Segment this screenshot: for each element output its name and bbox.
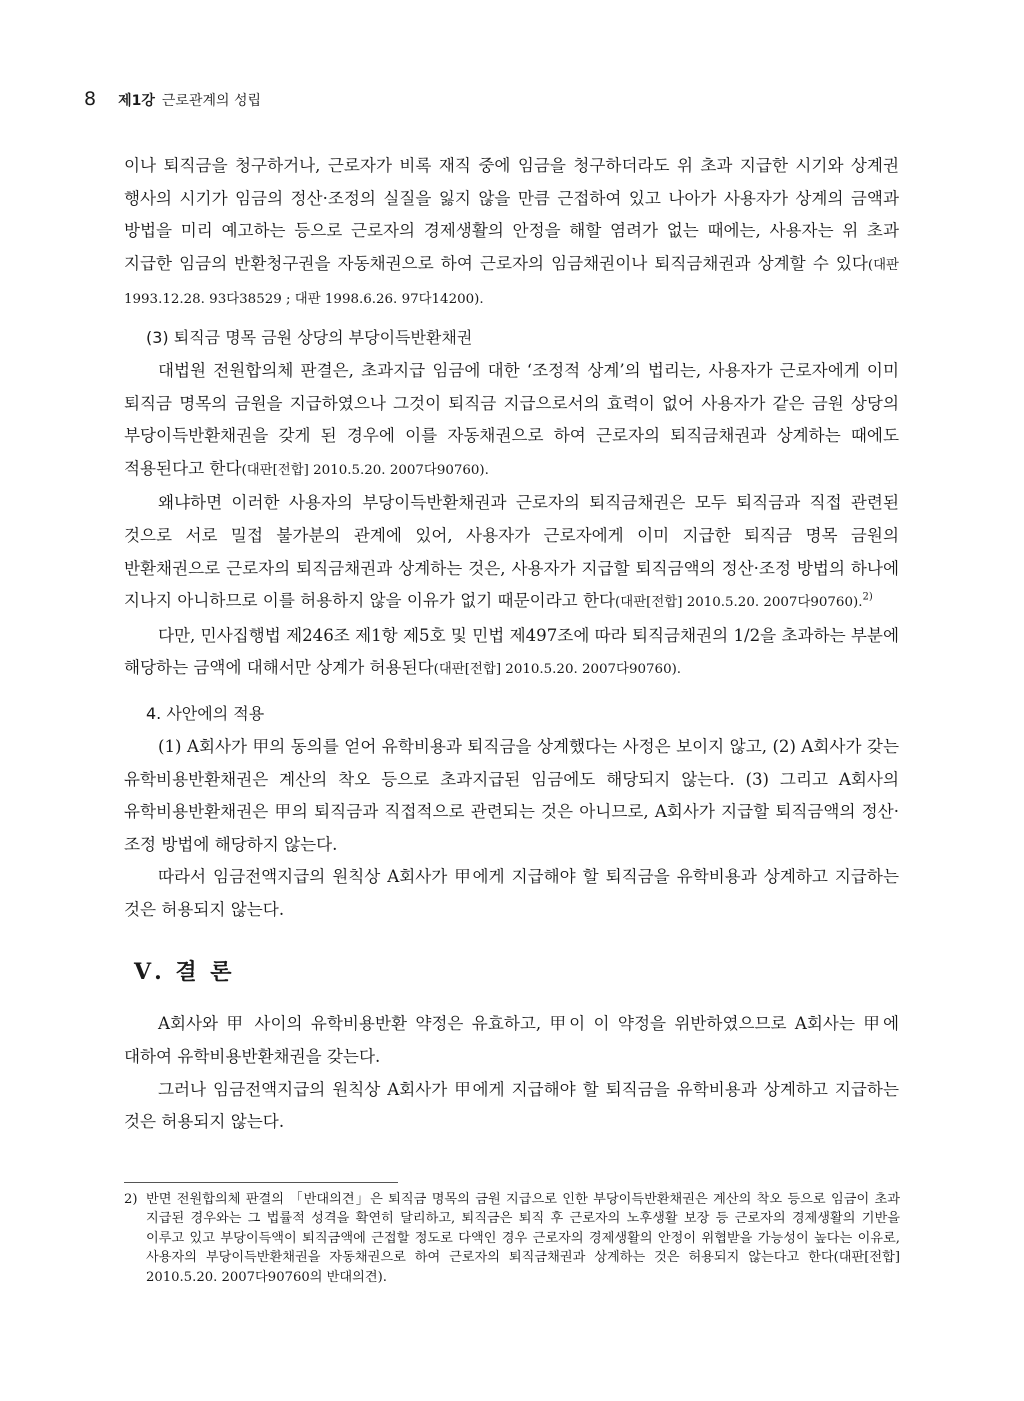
- chapter-label: 제1강: [118, 93, 155, 109]
- subheading: (3) 퇴직금 명목 금원 상당의 부당이득반환채권: [146, 327, 473, 347]
- footnote: [124, 1190, 900, 1287]
- footnote-text: 반면 전원합의체 판결의 「반대의견」은 퇴직금 명목의 금원 지급으로 인한 부당이득반환채권은 계산의 착오 등으로 임금이 초과 지급된 경우와는 그 법률적 성격을 확연히 달리하고, 퇴직금은 퇴직 후 근로자의 노후생활 보장 등 근로자의 경제생활의 기반을 이루고 있고 부당이득액이 퇴직금액에 근접할 정도로 다액인 경우 근로자의 경제생활의 안정이 위협받을 가능성이 높다는 이유로, 사용자의 부당이득반환채권을 자동채권으로 하여 근로자의 퇴직금채권과 상계하는 것은 허용되지 않는다고 한다(대판[전합] 2010.5.20. 2007다90760의 반대의견).: [146, 1192, 900, 1285]
- footnote-number: 2): [124, 1192, 138, 1207]
- paragraph: [124, 355, 899, 487]
- paragraph: [124, 487, 899, 619]
- body-text: [124, 150, 899, 1139]
- paragraph-text: 이나 퇴직금을 청구하거나, 근로자가 비록 재직 중에 임금을 청구하더라도 위 초과 지급한 시기와 상계권 행사의 시기가 임금의 정산·조정의 실질을 잃지 않을 만큼 근접하여 있고 나아가 사용자가 상계의 금액과 방법을 미리 예고하는 등으로 근로자의 경제생활의 안정을 해할 염려가 없는 때에는, 사용자는 위 초과 지급한 임금의 반환청구권을 자동채권으로 하여 근로자의 임금채권이나 퇴직금채권과 상계할 수 있다: [124, 156, 899, 273]
- paragraph: (1) A회사가 甲의 동의를 얻어 유학비용과 퇴직금을 상계했다는 사정은 보이지 않고, (2) A회사가 갖는 유학비용반환채권은 계산의 착오 등으로 초과지급된 임금에도 해당되지 않는다. (3) 그리고 A회사의 유학비용반환채권은 甲의 퇴직금과 직접적으로 관련되는 것은 아니므로, A회사가 지급할 퇴직금액의 정산·조정 방법에 해당하지 않는다.: [124, 736, 899, 854]
- paragraph: A회사와 甲 사이의 유학비용반환 약정은 유효하고, 甲이 이 약정을 위반하였으므로 A회사는 甲에 대하여 유학비용반환채권을 갖는다.: [124, 1014, 899, 1067]
- paragraph-text: 왜냐하면 이러한 사용자의 부당이득반환채권과 근로자의 퇴직금채권은 모두 퇴직금과 직접 관련된 것으로 서로 밀접 불가분의 관계에 있어, 사용자가 근로자에게 이미 지급한 퇴직금 명목 금원의 반환채권으로 근로자의 퇴직금채권과 상계하는 것은, 사용자가 지급할 퇴직금액의 정산·조정 방법의 하나에 지나지 아니하므로 이를 허용하지 않을 이유가 없기 때문이라고 한다: [124, 493, 899, 611]
- paragraph-text: 대법원 전원합의체 판결은, 초과지급 임금에 대한 ‘조정적 상계’의 법리는, 사용자가 근로자에게 이미 퇴직금 명목의 금원을 지급하였으나 그것이 퇴직금 지급으로서의 효력이 없어 사용자가 같은 금원 상당의 부당이득반환채권을 갖게 된 경우에 이를 자동채권으로 하여 근로자의 퇴직금채권과 상계하는 때에도 적용된다고 한다: [124, 360, 899, 478]
- case-citation: (대판 1993.12.28. 93다38529 ; 대판 1998.6.26. 97다14200).: [124, 257, 899, 308]
- paragraph: 그러나 임금전액지급의 원칙상 A회사가 甲에게 지급해야 할 퇴직금을 유학비용과 상계하고 지급하는 것은 허용되지 않는다.: [124, 1079, 899, 1132]
- paragraph: [124, 620, 899, 687]
- case-citation: (대판[전합] 2010.5.20. 2007다90760).: [433, 662, 682, 678]
- case-citation: (대판[전합] 2010.5.20. 2007다90760).: [241, 462, 489, 478]
- footnote-reference[interactable]: 2): [862, 591, 873, 603]
- section-heading: Ⅴ. 결 론: [134, 959, 235, 986]
- paragraph: [124, 150, 899, 317]
- paragraph-text: 다만, 민사집행법 제246조 제1항 제5호 및 민법 제497조에 따라 퇴직금채권의 1/2을 초과하는 부분에 해당하는 금액에 대해서만 상계가 허용된다: [124, 625, 899, 678]
- case-citation: (대판[전합] 2010.5.20. 2007다90760).: [615, 595, 863, 611]
- chapter-title: 근로관계의 성립: [161, 93, 262, 109]
- footnote-divider: [124, 1182, 398, 1183]
- page-number: 8: [84, 88, 97, 110]
- paragraph: 따라서 임금전액지급의 원칙상 A회사가 甲에게 지급해야 할 퇴직금을 유학비용과 상계하고 지급하는 것은 허용되지 않는다.: [124, 867, 899, 919]
- running-header: [84, 88, 261, 110]
- subheading: 4. 사안에의 적용: [146, 703, 265, 723]
